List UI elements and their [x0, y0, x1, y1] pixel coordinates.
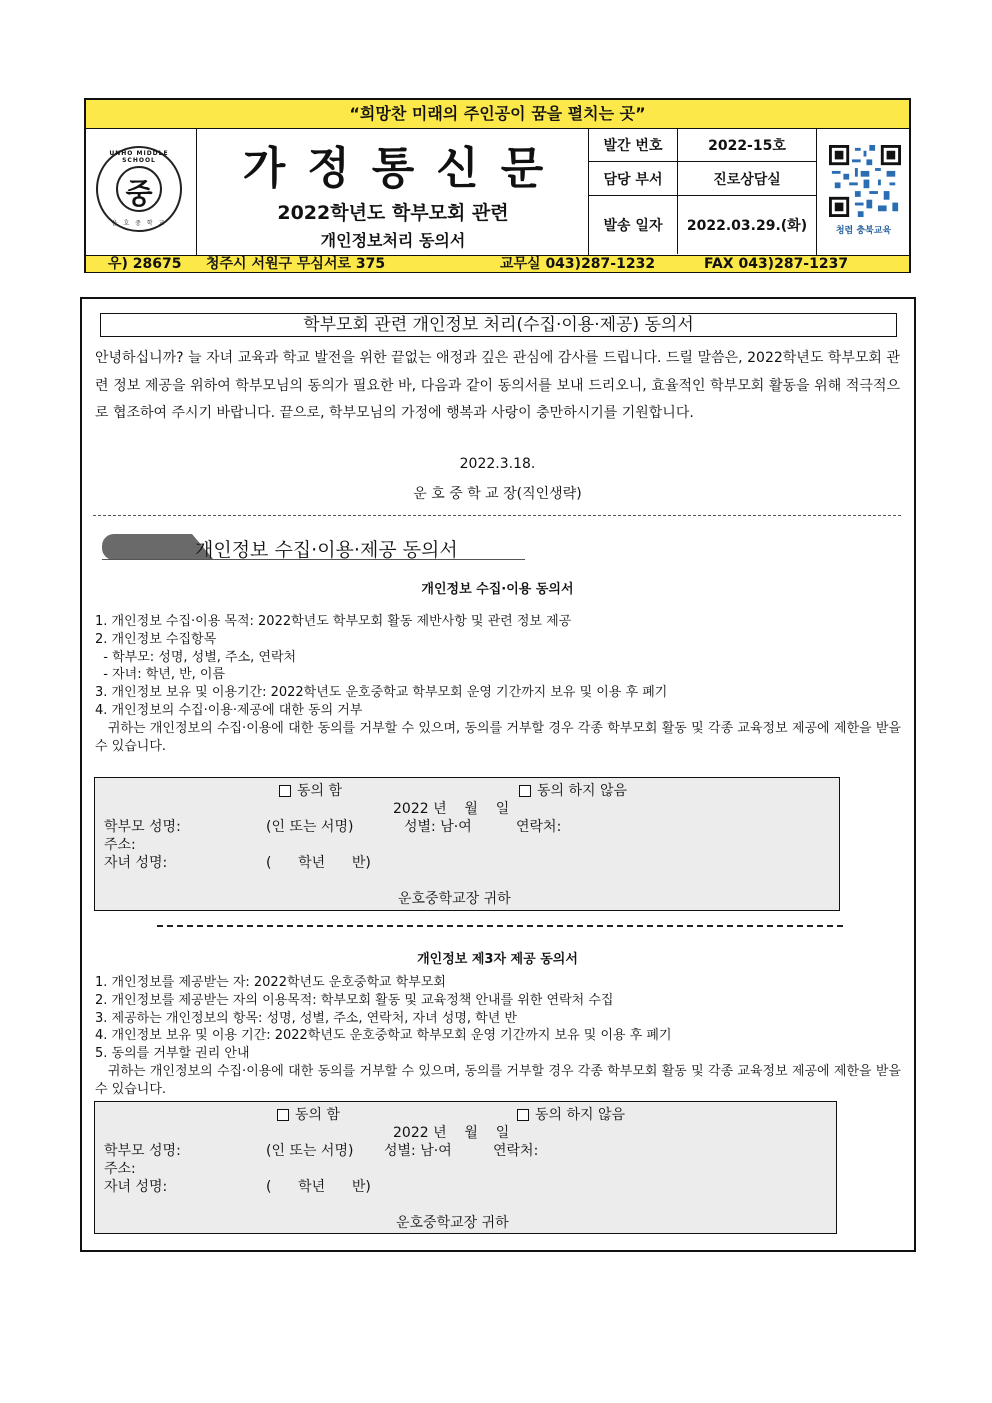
grade-class-label: ( 학년 반): [266, 1179, 371, 1195]
banner-tab: [102, 534, 192, 560]
list-item: 5. 동의를 거부할 권리 안내: [95, 1046, 250, 1062]
addressee: 운호중학교장 귀하: [398, 891, 511, 907]
fax-number: FAX 043)287-1237: [704, 256, 849, 272]
qr-caption: 청렴 충북교육: [835, 226, 892, 236]
agree-option[interactable]: [279, 780, 342, 800]
street-address: 청주시 서원구 무심서로 375: [206, 256, 386, 272]
list-note: 귀하는 개인정보의 수집·이용에 대한 동의를 거부할 수 있으며, 동의를 거부할 경우 각종 학부모회 활동 및 각종 교육정보 제공에 제한을 받을 수 있습니다.: [95, 1063, 906, 1097]
address-label: 주소:: [104, 1161, 136, 1177]
list-item: 4. 개인정보 보유 및 이용 기간: 2022학년도 운호중학교 학부모회 운영 기간까지 보유 및 이용 후 폐기: [95, 1028, 672, 1044]
addressee: 운호중학교장 귀하: [396, 1215, 509, 1231]
list-item: 2. 개인정보 수집항목: [95, 631, 217, 647]
signature-label: (인 또는 서명): [266, 1143, 354, 1159]
disagree-checkbox[interactable]: [517, 1109, 529, 1121]
issue-info-table: [588, 128, 817, 255]
list-item: 1. 개인정보를 제공받는 자: 2022학년도 운호중학교 학부모회: [95, 975, 446, 990]
divider: [93, 515, 901, 516]
school-slogan: “희망찬 미래의 주인공이 꿈을 펼치는 곳”: [86, 100, 909, 129]
list-item: 2. 개인정보를 제공받는 자의 이용목적: 학부모회 활동 및 교육정책 안내를 위한 연락처 수집: [95, 992, 614, 1008]
contact-label: 연락처:: [493, 1143, 539, 1159]
list-item: 3. 개인정보 보유 및 이용기간: 2022학년도 운호중학교 학부모회 운영 기간까지 보유 및 이용 후 폐기: [95, 685, 668, 701]
agree-checkbox[interactable]: [279, 785, 291, 797]
issue-number-row: [589, 128, 817, 162]
newsletter-subtitle: 2022학년도 학부모회 관련: [277, 202, 509, 224]
disagree-option[interactable]: [517, 1104, 625, 1124]
issue-number-label: 발간 번호: [589, 128, 678, 161]
newsletter-subtitle-2: 개인정보처리 동의서: [320, 231, 466, 250]
gender-label: 성별: 남·여: [384, 1143, 452, 1159]
list-item: 1. 개인정보 수집·이용 목적: 2022학년도 학부모회 활동 제반사항 및 관련 정보 제공: [95, 614, 572, 629]
school-logo: [96, 146, 182, 232]
section2-list: [95, 974, 906, 1099]
zip-code: 우) 28675: [108, 256, 182, 272]
school-logo-cell: [86, 128, 196, 255]
title-cell: [196, 128, 589, 255]
department-row: [589, 162, 817, 196]
send-date-value: 2022.03.29.(화): [686, 218, 808, 234]
disagree-checkbox[interactable]: [519, 785, 531, 797]
parent-name-label: 학부모 성명:: [104, 819, 181, 835]
letter-date: 2022.3.18.: [459, 456, 536, 472]
list-item: - 자녀: 학년, 반, 이름: [95, 667, 226, 683]
school-address-bar: [86, 255, 909, 272]
issue-number-value: 2022-15호: [708, 137, 786, 154]
section2-heading: 개인정보 제3자 제공 동의서: [417, 952, 578, 967]
send-date-label: 발송 일자: [589, 196, 678, 254]
office-phone: 교무실 043)287-1232: [500, 256, 656, 272]
agree-label: 동의 함: [295, 1107, 341, 1123]
parent-name-label: 학부모 성명:: [104, 1143, 181, 1159]
section1-list: [95, 613, 906, 755]
list-item: - 학부모: 성명, 성별, 주소, 연락처: [95, 649, 297, 665]
qr-cell: [816, 128, 910, 255]
agree-label: 동의 함: [297, 783, 343, 799]
section-banner-title: 개인정보 수집·이용·제공 동의서: [195, 539, 458, 561]
qr-code-icon[interactable]: [829, 145, 901, 217]
form-date: 2022 년 월 일: [393, 801, 510, 817]
consent-form-2: [94, 1101, 837, 1234]
list-item: 3. 제공하는 개인정보의 항목: 성명, 성별, 주소, 연락처, 자녀 성명, 학년 반: [95, 1010, 517, 1026]
disagree-option[interactable]: [519, 780, 627, 800]
list-note: 귀하는 개인정보의 수집·이용에 대한 동의를 거부할 수 있으며, 동의를 거부할 경우 각종 학부모회 활동 및 각종 교육정보 제공에 제한을 받을 수 있습니다.: [95, 720, 906, 754]
form-date: 2022 년 월 일: [393, 1125, 510, 1141]
logo-ring-text: UNHO MIDDLE SCHOOL: [109, 150, 169, 164]
department-label: 담당 부서: [589, 162, 678, 195]
address-label: 주소:: [104, 837, 136, 853]
section1-heading: 개인정보 수집·이용 동의서: [421, 582, 574, 597]
contact-label: 연락처:: [516, 819, 562, 835]
child-name-label: 자녀 성명:: [104, 855, 168, 871]
newsletter-header: [84, 98, 911, 273]
agree-checkbox[interactable]: [277, 1109, 289, 1121]
letter-body: 안녕하십니까? 늘 자녀 교육과 학교 발전을 위한 끝없는 애정과 깊은 관심에 감사를 드립니다. 드릴 말씀은, 2022학년도 학부모회 관련 정보 제공을 위하여 학부모님의 동의가 필요한 바, 다음과 같이 동의서를 보내 드리오니, 효율적인 학부모회 활동을 위해 적극적으로 협조하여 주시기 바랍니다. 끝으로, 학부모님의 가정에 행복과 사랑이 충만하시기를 기원합니다.: [95, 350, 900, 421]
newsletter-title: 가정통신문: [242, 143, 566, 194]
department-value: 진로상담실: [713, 171, 781, 188]
consent-form-1: [94, 777, 840, 911]
disagree-label: 동의 하지 않음: [535, 1107, 626, 1123]
logo-ring-bottom: 운 호 중 학 교: [111, 220, 167, 227]
letter-title: 학부모회 관련 개인정보 처리(수집·이용·제공) 동의서: [100, 313, 897, 337]
letter-sender: 운 호 중 학 교 장(직인생략): [413, 486, 582, 502]
send-date-row: [589, 196, 817, 254]
child-name-label: 자녀 성명:: [104, 1179, 168, 1195]
logo-emblem: [116, 166, 162, 212]
cut-line: [157, 925, 843, 927]
grade-class-label: ( 학년 반): [266, 855, 371, 871]
signature-label: (인 또는 서명): [266, 819, 354, 835]
list-item: 4. 개인정보의 수집·이용·제공에 대한 동의 거부: [95, 702, 363, 718]
disagree-label: 동의 하지 않음: [537, 783, 628, 799]
logo-char: 중: [125, 177, 153, 210]
agree-option[interactable]: [277, 1104, 340, 1124]
gender-label: 성별: 남·여: [404, 819, 472, 835]
